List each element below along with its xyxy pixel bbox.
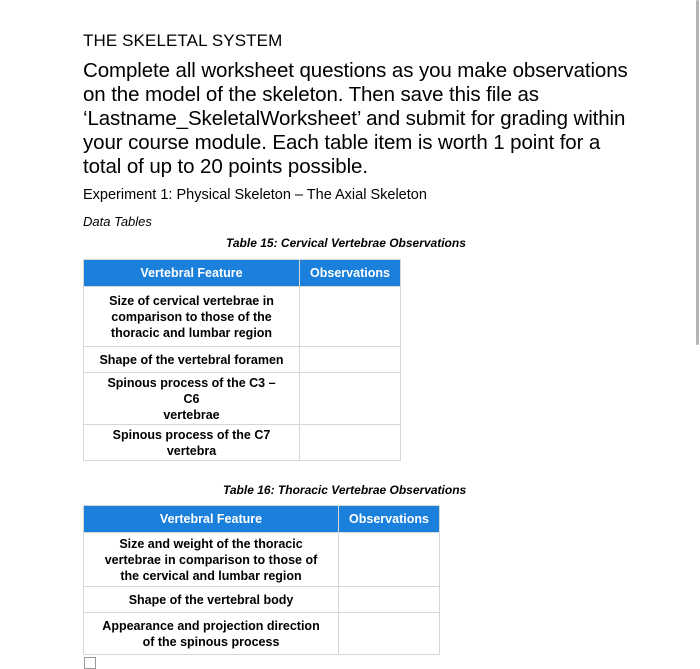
feature-line: of the spinous process	[142, 634, 280, 649]
feature-line: Appearance and projection direction	[102, 618, 320, 633]
table-row	[84, 613, 440, 655]
table-row	[84, 533, 440, 587]
table16-header-feature: Vertebral Feature	[84, 506, 339, 533]
table16-thoracic-observations	[83, 505, 440, 655]
table16-caption: Table 16: Thoracic Vertebrae Observations	[223, 483, 467, 497]
feature-line: Size of cervical vertebrae in	[109, 293, 274, 308]
table15-feature-cell	[84, 373, 300, 425]
feature-line: Shape of the vertebral body	[128, 592, 294, 607]
table16-observation-cell[interactable]	[339, 587, 440, 613]
table15-observation-cell[interactable]	[300, 287, 401, 347]
table15-observation-cell[interactable]	[300, 425, 401, 461]
table15-feature-cell	[84, 347, 300, 373]
scrollbar-thumb[interactable]	[696, 0, 699, 345]
table-row	[84, 425, 401, 461]
document-title: THE SKELETAL SYSTEM	[83, 31, 283, 50]
table16-header-observations: Observations	[339, 506, 440, 533]
feature-line: Spinous process of the C7	[112, 427, 271, 442]
table15-header-row	[84, 260, 401, 287]
table15-header-observations: Observations	[300, 260, 401, 287]
feature-line: vertebra	[166, 443, 217, 458]
table16-observation-cell[interactable]	[339, 613, 440, 655]
table15-feature-cell	[84, 287, 300, 347]
feature-line: Size and weight of the thoracic	[119, 536, 303, 551]
table15-cervical-observations	[83, 259, 401, 461]
feature-line: the cervical and lumbar region	[120, 568, 302, 583]
feature-line: vertebrae	[163, 407, 220, 422]
table-row	[84, 373, 401, 425]
table16-observation-cell[interactable]	[339, 533, 440, 587]
checkbox-icon[interactable]	[84, 657, 96, 669]
table15-observation-cell[interactable]	[300, 347, 401, 373]
feature-line: comparison to those of the	[111, 309, 272, 324]
feature-line: Spinous process of the C3 –	[107, 375, 276, 390]
feature-line: thoracic and lumbar region	[110, 325, 273, 340]
table-row	[84, 347, 401, 373]
vertical-scrollbar[interactable]	[694, 0, 700, 668]
table16-feature-cell	[84, 587, 339, 613]
table15-feature-cell	[84, 425, 300, 461]
table-row	[84, 587, 440, 613]
experiment-heading: Experiment 1: Physical Skeleton – The Axial Skeleton	[83, 187, 427, 203]
table15-caption: Table 15: Cervical Vertebrae Observations	[226, 236, 466, 250]
table16-feature-cell	[84, 533, 339, 587]
feature-line: C6	[183, 391, 200, 406]
table-row	[84, 287, 401, 347]
instructions-paragraph: Complete all worksheet questions as you make observations on the model of the skeleton. Then save this file as ‘Lastname_SkeletalWorksheet’ and submit for grading within your course module. Each table item is worth 1 point for a total of up to 20 points possible.	[83, 59, 628, 178]
table16-feature-cell	[84, 613, 339, 655]
table15-observation-cell[interactable]	[300, 373, 401, 425]
table16-header-row	[84, 506, 440, 533]
feature-line: vertebrae in comparison to those of	[104, 552, 318, 567]
data-tables-label: Data Tables	[83, 214, 152, 229]
feature-line: Shape of the vertebral foramen	[99, 352, 284, 367]
table15-header-feature: Vertebral Feature	[84, 260, 300, 287]
